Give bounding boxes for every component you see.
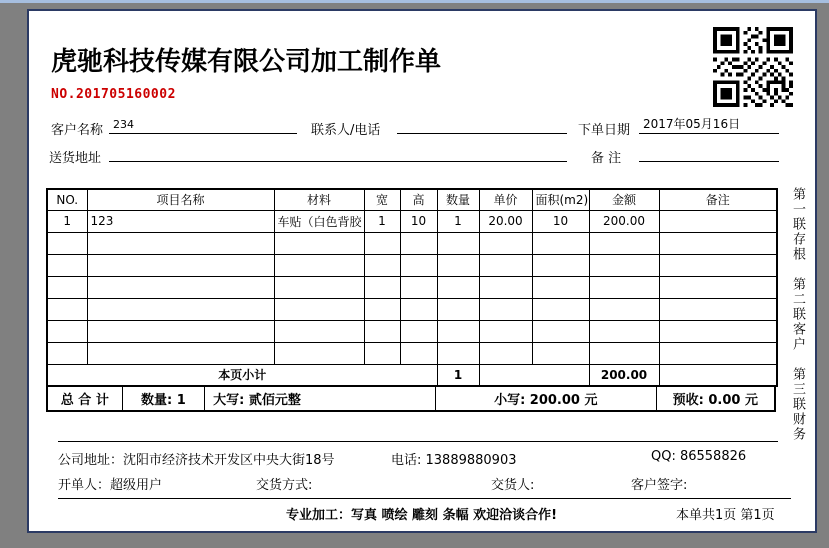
table-cell (589, 342, 659, 364)
table-header-row (47, 189, 777, 210)
table-cell (532, 342, 589, 364)
table-cell (437, 320, 479, 342)
items-table (46, 188, 778, 412)
table-cell (87, 276, 274, 298)
bottom-divider (58, 498, 791, 499)
col-header: 项目名称 (87, 189, 274, 210)
table-cell: 123 (87, 210, 274, 232)
subtotal-label: 本页小计 (47, 364, 437, 386)
table-cell: 20.00 (479, 210, 532, 232)
window-edge-strip (0, 0, 829, 3)
table-cell (437, 298, 479, 320)
order-date-label: 下单日期 (578, 123, 631, 138)
table-cell: 车贴（白色背胶 (274, 210, 364, 232)
issuer: 开单人：超级用户 (58, 478, 163, 493)
table-cell (47, 298, 87, 320)
table-cell (659, 276, 777, 298)
table-cell (400, 232, 437, 254)
subtotal-remark (659, 364, 777, 386)
table-cell (479, 254, 532, 276)
table-cell (479, 342, 532, 364)
company-phone: 电话: 13889880903 (391, 453, 517, 468)
delivery-address-label: 送货地址 (49, 151, 102, 166)
table-row (47, 232, 777, 254)
grand-total-qty: 数量: 1 (123, 387, 206, 410)
table-cell (47, 320, 87, 342)
grand-total-amount-words: 大写: 贰佰元整 (205, 387, 436, 410)
copy-label-customer: 第二联客户 (790, 277, 805, 352)
col-header: 金额 (589, 189, 659, 210)
order-date-value: 2017年05月16日 (639, 117, 779, 134)
table-cell (274, 298, 364, 320)
table-cell (437, 342, 479, 364)
table-cell (532, 232, 589, 254)
table-cell (400, 342, 437, 364)
col-header: 单价 (479, 189, 532, 210)
table-row (47, 342, 777, 364)
slogan: 专业加工：写真 喷绘 雕刻 条幅 欢迎洽谈合作! (286, 508, 558, 523)
table-cell (589, 276, 659, 298)
copy-label-finance: 第三联财务 (790, 367, 805, 442)
table-cell (532, 298, 589, 320)
table-cell (47, 276, 87, 298)
table-cell (400, 320, 437, 342)
table-row (47, 276, 777, 298)
table-cell (532, 254, 589, 276)
col-header: NO. (47, 189, 87, 210)
table-cell (364, 276, 400, 298)
subtotal-row (47, 364, 777, 386)
table-cell (274, 320, 364, 342)
table-cell (589, 320, 659, 342)
table-cell: 1 (364, 210, 400, 232)
table-cell (659, 254, 777, 276)
remark-label: 备 注 (591, 151, 622, 166)
col-header: 备注 (659, 189, 777, 210)
table-cell (659, 342, 777, 364)
table-row (47, 298, 777, 320)
footer-divider (58, 441, 778, 442)
table-cell: 1 (437, 210, 479, 232)
table-cell (364, 232, 400, 254)
table-cell (364, 342, 400, 364)
table-cell (479, 320, 532, 342)
page-title: 虎驰科技传媒有限公司加工制作单 (51, 47, 442, 77)
table-cell (364, 298, 400, 320)
table-cell (274, 342, 364, 364)
table-cell (659, 210, 777, 232)
delivery-address-value (109, 145, 567, 162)
table-cell (87, 232, 274, 254)
table-cell (589, 254, 659, 276)
table-cell (274, 276, 364, 298)
table-cell (87, 320, 274, 342)
table-cell (479, 276, 532, 298)
grand-total-label: 总 合 计 (48, 387, 123, 410)
col-header: 数量 (437, 189, 479, 210)
table-cell: 10 (532, 210, 589, 232)
table-cell (87, 254, 274, 276)
customer-signature-label: 客户签字: (631, 478, 688, 493)
table-cell (47, 254, 87, 276)
table-cell (87, 298, 274, 320)
subtotal-spacer (479, 364, 589, 386)
copy-label-stub: 第一联存根 (790, 187, 805, 262)
qr-code (711, 27, 795, 107)
contact-value (397, 117, 567, 134)
table-cell (400, 276, 437, 298)
table-row (47, 210, 777, 232)
deliverer-label: 交货人: (491, 478, 535, 493)
col-header: 宽 (364, 189, 400, 210)
table-cell (274, 232, 364, 254)
table-cell (400, 254, 437, 276)
table-cell (532, 320, 589, 342)
table-cell (437, 232, 479, 254)
table-cell (364, 254, 400, 276)
remark-value (639, 145, 779, 162)
delivery-method-label: 交货方式: (256, 478, 313, 493)
table-cell (589, 232, 659, 254)
grand-total-prepaid: 预收: 0.00 元 (672, 393, 758, 408)
table-cell (659, 232, 777, 254)
table-cell (364, 320, 400, 342)
table-cell (400, 298, 437, 320)
table-cell (437, 254, 479, 276)
company-address: 公司地址：沈阳市经济技术开发区中央大街18号 (58, 453, 335, 468)
company-qq: QQ: 86558826 (651, 449, 747, 464)
col-header: 材料 (274, 189, 364, 210)
invoice-page (27, 9, 817, 533)
table-cell (659, 298, 777, 320)
table-cell (479, 232, 532, 254)
table-cell: 1 (47, 210, 87, 232)
col-header: 高 (400, 189, 437, 210)
col-header: 面积(m2) (532, 189, 589, 210)
table-cell (87, 342, 274, 364)
grand-total-amount-figures: 小写: 200.00 元 (436, 387, 657, 410)
table-cell (659, 320, 777, 342)
subtotal-amount: 200.00 (589, 364, 659, 386)
table-cell (437, 276, 479, 298)
order-number: NO.201705160002 (51, 87, 176, 102)
table-row (47, 320, 777, 342)
table-cell (532, 276, 589, 298)
customer-name-label: 客户名称 (51, 123, 104, 138)
table-cell (479, 298, 532, 320)
table-cell (47, 342, 87, 364)
table-row (47, 254, 777, 276)
subtotal-qty: 1 (437, 364, 479, 386)
table-cell (589, 298, 659, 320)
table-cell: 10 (400, 210, 437, 232)
table-cell: 200.00 (589, 210, 659, 232)
table-cell (274, 254, 364, 276)
customer-name-value: 234 (109, 117, 297, 134)
grand-total-row (46, 387, 776, 412)
table-cell (47, 232, 87, 254)
contact-label: 联系人/电话 (311, 123, 381, 138)
pagination: 本单共1页 第1页 (676, 508, 775, 523)
